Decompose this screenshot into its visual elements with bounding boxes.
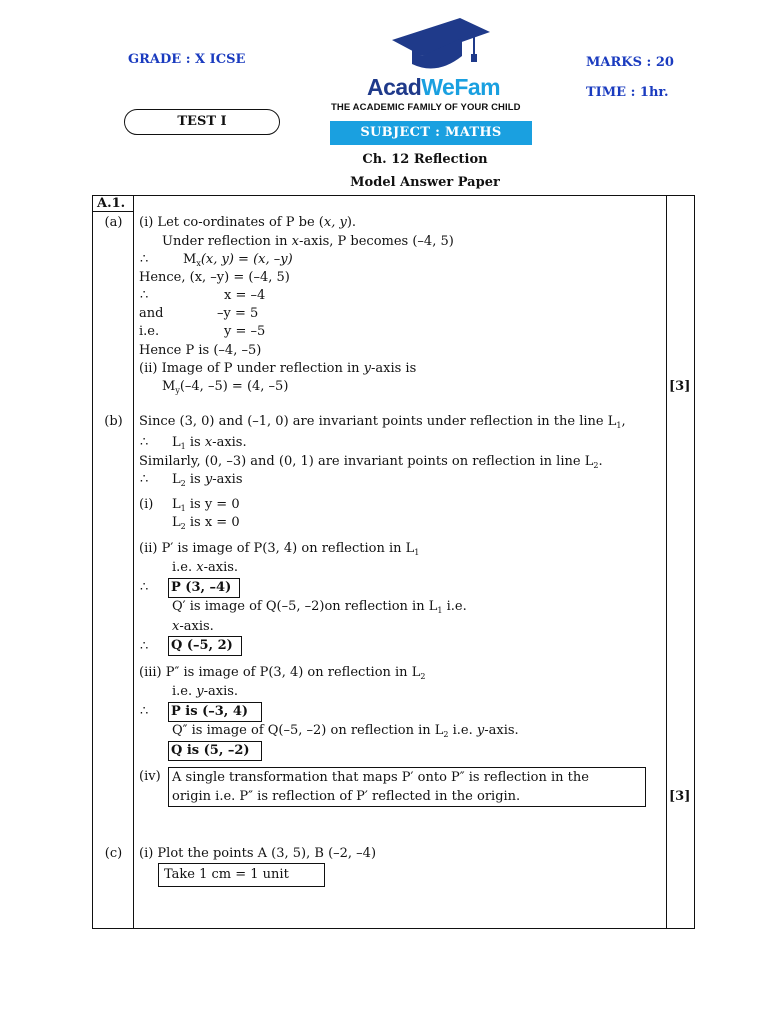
b-i-label: (i) bbox=[139, 497, 154, 512]
logo-part-wefam: WeFam bbox=[421, 74, 501, 100]
answer-box-p-prime: P (3, –4) bbox=[168, 578, 240, 598]
a-line-4: Hence, (x, –y) = (–4, 5) bbox=[139, 270, 290, 285]
test-label: TEST I bbox=[124, 109, 280, 135]
c-line-1: (i) Plot the points A (3, 5), B (–2, –4) bbox=[139, 846, 377, 861]
b-line-5: $L_1$ is y = 0 bbox=[172, 497, 240, 513]
subject-banner: SUBJECT : MATHS bbox=[330, 121, 532, 145]
part-label-b: (b) bbox=[104, 414, 123, 429]
b-therefore-3: ∴ bbox=[140, 580, 149, 595]
b-line-6: $L_2$ is x = 0 bbox=[172, 515, 240, 531]
b-therefore-1: ∴ bbox=[140, 435, 149, 450]
table-col-divider-2 bbox=[666, 195, 667, 928]
b-line-3: Similarly, (0, –3) and (0, 1) are invariant points on reflection in line $L_2$. bbox=[139, 454, 603, 470]
question-number: A.1. bbox=[97, 196, 126, 211]
b-line-4: $L_2$ is y-axis bbox=[172, 472, 243, 488]
time-label: TIME : 1hr. bbox=[586, 85, 669, 100]
b-line-8: i.e. x-axis. bbox=[172, 560, 239, 575]
a-line-6: –y = 5 bbox=[217, 306, 259, 321]
marks-b: [3] bbox=[669, 789, 691, 804]
b-line-13: (iii) P″ is image of P(3, 4) on reflection in $L_2$ bbox=[139, 665, 426, 681]
b-line-2: $L_1$ is x-axis. bbox=[172, 435, 247, 451]
logo-tagline: THE ACADEMIC FAMILY OF YOUR CHILD bbox=[331, 102, 521, 113]
b-iv-label: (iv) bbox=[139, 769, 161, 784]
part-label-c: (c) bbox=[104, 846, 123, 861]
b-line-1: Since (3, 0) and (–1, 0) are invariant points under reflection in the line $L_1$, bbox=[139, 414, 626, 430]
paper-title: Model Answer Paper bbox=[350, 175, 500, 190]
b-line-11: x-axis. bbox=[172, 619, 214, 634]
b-therefore-4: ∴ bbox=[140, 639, 149, 654]
chapter-title: Ch. 12 Reflection bbox=[362, 152, 488, 167]
b-therefore-2: ∴ bbox=[140, 472, 149, 487]
b-line-16: Q″ is image of Q(–5, –2) on reflection in $L_2$ i.e. y-axis. bbox=[172, 723, 519, 739]
b-line-10: Q′ is image of Q(–5, –2)on reflection in $L_1$ i.e. bbox=[172, 599, 467, 615]
a-line-2: Under reflection in x-axis, P becomes (–4, 5) bbox=[162, 234, 454, 249]
answer-box-q-double-prime: Q is (5, –2) bbox=[168, 741, 262, 761]
answer-box-p-double-prime: P is (–3, 4) bbox=[168, 702, 262, 722]
a-line-10: $M_y(-4$, –5) = (4, –5) bbox=[162, 379, 289, 395]
logo-wordmark bbox=[367, 74, 500, 101]
iv-text-line-2: origin i.e. P″ is reflection of P′ reflected in the origin. bbox=[172, 789, 521, 804]
b-line-7: (ii) P′ is image of P(3, 4) on reflection in $L_1$ bbox=[139, 541, 420, 557]
a-therefore-2: ∴ bbox=[140, 288, 149, 303]
logo-part-acad: Acad bbox=[367, 74, 422, 100]
marks-a: [3] bbox=[669, 379, 691, 394]
a-ie-label: i.e. bbox=[139, 324, 160, 339]
grade-label: GRADE : X ICSE bbox=[128, 52, 246, 67]
iv-text-line-1: A single transformation that maps P′ onto P″ is reflection in the bbox=[172, 770, 589, 785]
a-line-7: y = –5 bbox=[224, 324, 266, 339]
a-therefore-1: ∴ bbox=[140, 252, 149, 267]
a-line-5: x = –4 bbox=[224, 288, 266, 303]
answer-box-iv bbox=[168, 767, 646, 807]
a-and-label: and bbox=[139, 306, 164, 321]
part-label-a: (a) bbox=[104, 215, 123, 230]
a-line-8: Hence P is (–4, –5) bbox=[139, 343, 262, 358]
a-line-9: (ii) Image of P under reflection in y-axis is bbox=[139, 361, 417, 376]
answer-box-q-prime: Q (–5, 2) bbox=[168, 636, 242, 656]
b-line-14: i.e. y-axis. bbox=[172, 684, 239, 699]
scale-box: Take 1 cm = 1 unit bbox=[158, 863, 325, 887]
marks-label: MARKS : 20 bbox=[586, 55, 674, 70]
a-line-1: (i) Let co-ordinates of P be (x, y). bbox=[139, 215, 357, 230]
b-therefore-5: ∴ bbox=[140, 704, 149, 719]
a-line-3: $M_x(x$, y) = (x, –y) bbox=[183, 252, 293, 268]
graduation-cap-icon bbox=[382, 16, 492, 78]
table-col-divider-1 bbox=[133, 195, 134, 928]
